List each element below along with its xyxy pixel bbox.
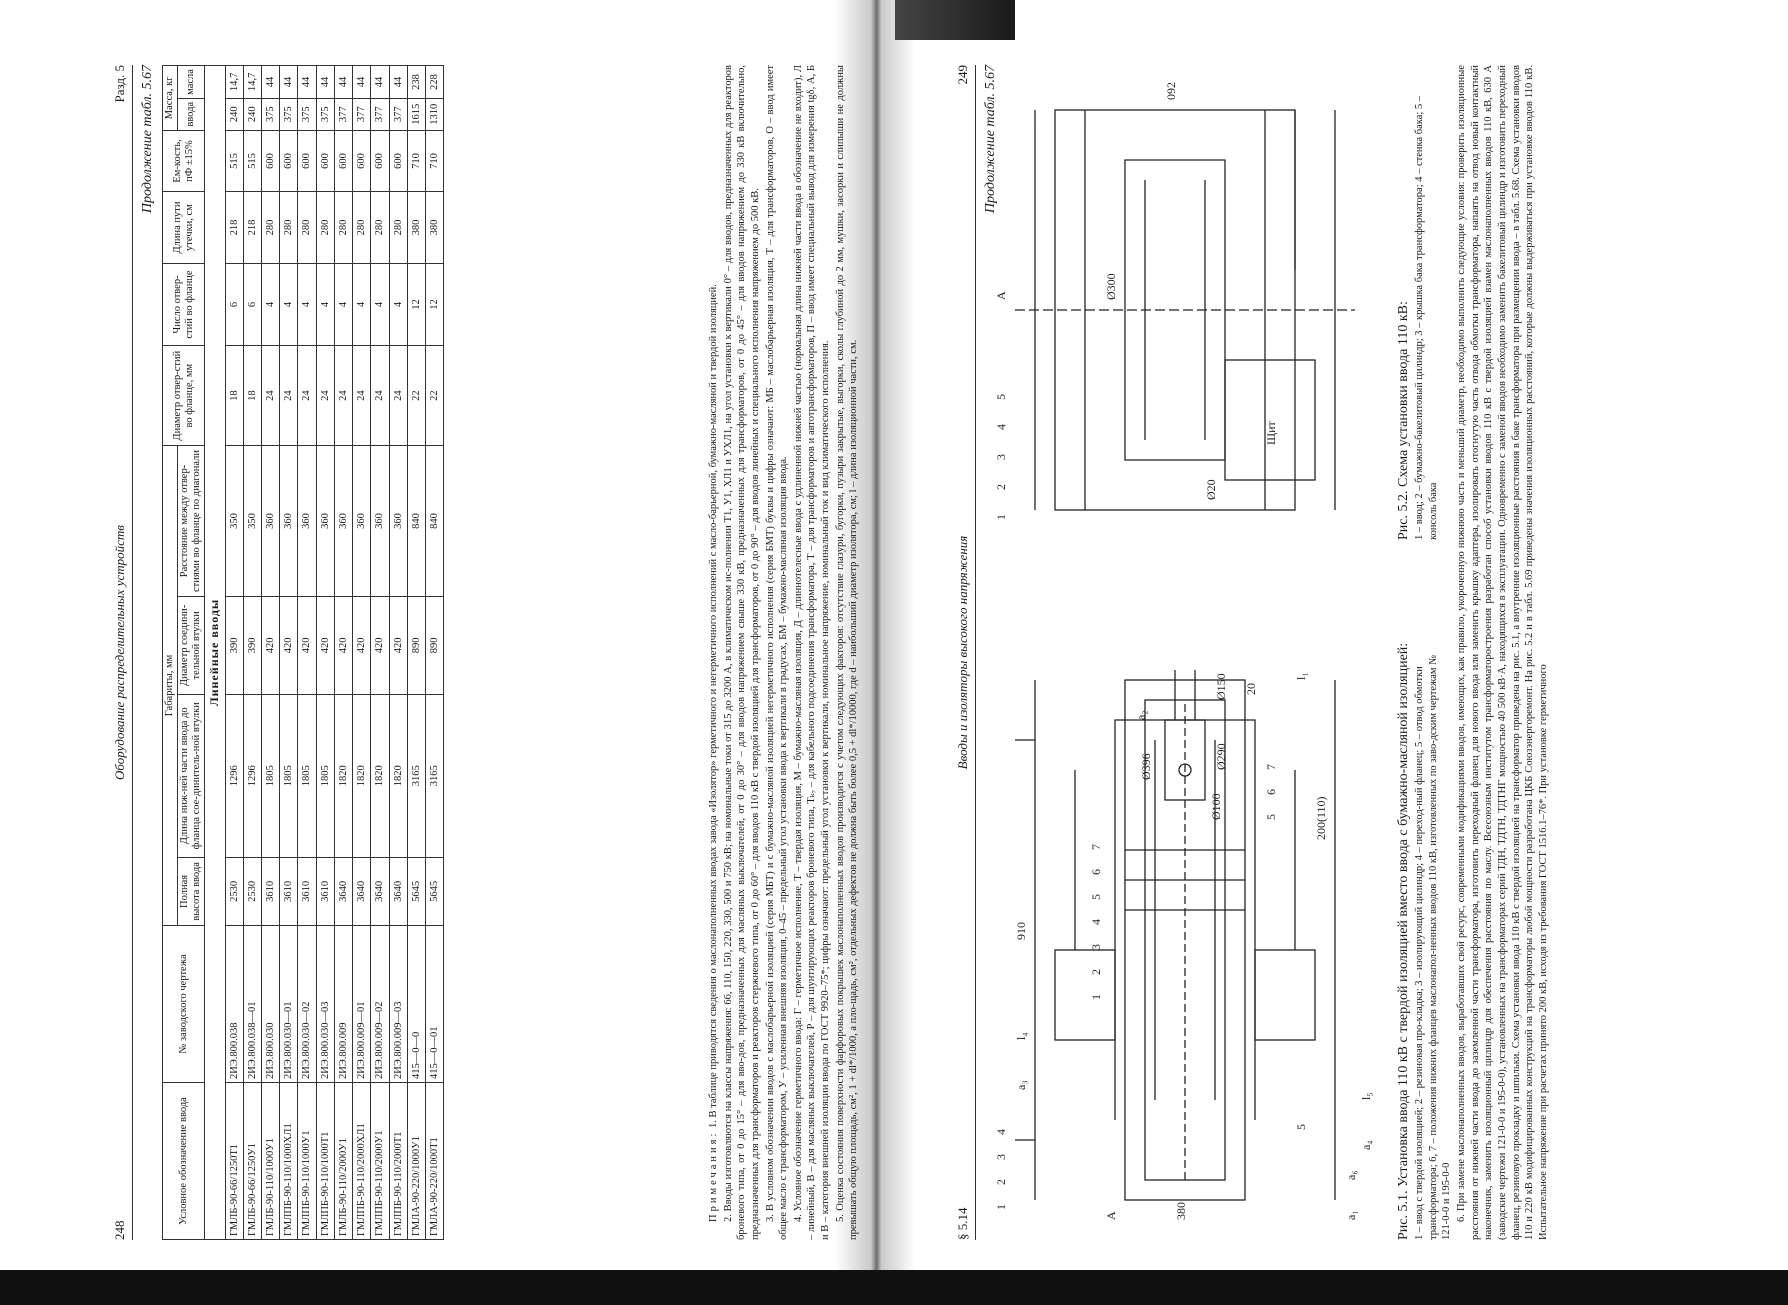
figure-label: 1	[994, 1204, 1008, 1210]
table-cell: 3640	[353, 857, 371, 925]
table-cell: 6	[225, 263, 243, 346]
table-cell: 44	[334, 66, 352, 99]
figure-label: Ø20	[1204, 479, 1218, 500]
table-cell: 24	[371, 346, 389, 446]
table-cell: 375	[280, 98, 298, 130]
figure-label: 910	[1014, 922, 1028, 940]
table-cell: 4	[353, 263, 371, 346]
table-row	[389, 66, 407, 1240]
table-cell: 3165	[425, 694, 443, 857]
table-row	[243, 66, 261, 1240]
table-cell: 3640	[371, 857, 389, 925]
figure-5-2-drawing	[975, 65, 1395, 540]
table-cell: 600	[371, 130, 389, 192]
col-hole-distance: Расстояние между отвер-стиями во фланце по диагонали	[178, 446, 205, 597]
figure-label: 3	[994, 1154, 1008, 1160]
table-cell: 44	[389, 66, 407, 99]
col-mass-oil: масла	[178, 66, 205, 99]
table-cell: 1820	[389, 694, 407, 857]
col-designation: Условное обозначение ввода	[163, 1083, 205, 1240]
table-cell: 840	[407, 446, 425, 597]
figure-label: 092	[1164, 82, 1178, 100]
table-cell: 4	[262, 263, 280, 346]
table-cell: 360	[334, 446, 352, 597]
table-cell: 350	[243, 446, 261, 597]
table-cell: 280	[262, 192, 280, 263]
table-cell: 12	[407, 263, 425, 346]
note-text: 1. В таблице приводятся сведения о маслонаполненных вводах завода «Изолятор» герметичного и негерметичного исполнений с масло-барьерной, бумажно-масляной и твердой изоляцией.	[708, 284, 719, 1131]
figure-label: 7	[1264, 764, 1278, 770]
figure-5-2-caption	[1395, 65, 1440, 540]
figure-label: a₂	[1134, 710, 1148, 720]
figure-label: 5	[1089, 894, 1103, 900]
col-hole-diameter: Диаметр отвер-стий во фланце, мм	[163, 346, 205, 446]
table-cell: 280	[298, 192, 316, 263]
table-cell: 1310	[425, 98, 443, 130]
table-row	[316, 66, 334, 1240]
table-cell: 4	[389, 263, 407, 346]
table-cell: 3610	[280, 857, 298, 925]
table-cell: 14,7	[243, 66, 261, 99]
table-continuation: Продолжение табл. 5.67	[983, 65, 998, 214]
table-cell: 1820	[371, 694, 389, 857]
figure-label: Ø290	[1214, 743, 1228, 770]
table-cell: 24	[298, 346, 316, 446]
table-cell: 6	[243, 263, 261, 346]
note-text: 2. Вводы изготовляются на классы напряжения: 66, 110, 150, 220, 330, 500 и 750 кВ; на номинальные токи от 315 до 3200 А, в климатическом ис-полнении Т1, У1, ХЛ1 и УХЛ1, на угол установки к вертикали 0° – для вводов, предназначенных для реакторов броневого типа, от 0 до 15° – для вво-дов, предназначенных для масляных выключателей, от 0 до 30° – для вводов напряжением свыше 330 кВ, предназначенных для трансформаторов, от 0 до 45° – для вводов напряжением до 330 кВ включительно, предназначенных для трансформаторов и реакторов стержневого типа, от 0 до 60° – для вводов 110 кВ с твердой изоляцией для трансформаторов, от 0 до 90° – для вводов линейных и специального исполнения напряжением до 500 кВ.	[722, 65, 761, 1240]
table-cell: 420	[334, 597, 352, 695]
note-lead: Примечания:	[708, 1130, 719, 1222]
table-cell: 24	[262, 346, 280, 446]
body-text	[1455, 65, 1550, 1240]
table-cell: 710	[425, 130, 443, 192]
table-cell: 415—0—01	[425, 926, 443, 1083]
figure-5-2-key: 1 – ввод; 2 – бумажно-бакелитовый цилиндр; 3 – крышка бака трансформатора; 4 – стенка бака; 5 – консоль бака	[1414, 95, 1439, 540]
table-cell: 360	[371, 446, 389, 597]
table-cell: 5645	[407, 857, 425, 925]
table-cell: 3610	[298, 857, 316, 925]
table-cell: 360	[353, 446, 371, 597]
table-cell: 44	[371, 66, 389, 99]
section-label: Разд. 5	[112, 65, 127, 103]
table-cell: 350	[225, 446, 243, 597]
table-cell: 1805	[298, 694, 316, 857]
table-cell: 1805	[280, 694, 298, 857]
table-cell: 360	[280, 446, 298, 597]
table-cell: 2ИЭ.800.030	[262, 926, 280, 1083]
col-mass-bushing: ввода	[178, 98, 205, 130]
note-paragraph	[764, 65, 791, 1240]
table-cell: 2530	[225, 857, 243, 925]
table-cell: ГМЛБ-90-66/1250У1	[243, 1083, 261, 1240]
table-cell: 600	[280, 130, 298, 192]
figure-label: 20	[1244, 683, 1258, 695]
note-paragraph	[707, 65, 721, 1240]
figure-label: a₆	[1344, 1170, 1358, 1180]
note-paragraph	[722, 65, 763, 1240]
note-paragraph	[834, 65, 861, 1240]
figure-label: a₄	[1359, 1140, 1373, 1150]
figure-label: 1	[994, 514, 1008, 520]
table-cell: 240	[243, 98, 261, 130]
figure-label: l₄	[1014, 1032, 1028, 1040]
table-cell: 420	[280, 597, 298, 695]
figure-label: A	[994, 291, 1008, 300]
table-cell: 890	[407, 597, 425, 695]
table-cell: ГМЛБ-90-110/1000У1	[262, 1083, 280, 1240]
col-bushing-diameter: Диаметр соедини-тельной втулки	[178, 597, 205, 695]
table-cell: 218	[225, 192, 243, 263]
table-cell: 24	[389, 346, 407, 446]
table-cell: 22	[407, 346, 425, 446]
table-cell: 840	[425, 446, 443, 597]
table-cell: 24	[353, 346, 371, 446]
col-group-mass: Масса, кг	[163, 66, 178, 131]
table-cell: 2ИЭ.800.038—01	[243, 926, 261, 1083]
table-row	[334, 66, 352, 1240]
figure-label: 3	[994, 454, 1008, 460]
scan-shadow	[895, 0, 1015, 40]
table-cell: 380	[425, 192, 443, 263]
table-cell: ГМЛПБ-90-110/1000Т1	[316, 1083, 334, 1240]
figure-label: 5	[994, 394, 1008, 400]
table-cell: 2ИЭ.800.030—03	[316, 926, 334, 1083]
table-cell: 420	[262, 597, 280, 695]
table-cell: 14,7	[225, 66, 243, 99]
col-group-dimensions: Габариты, мм	[163, 446, 178, 926]
table-row	[353, 66, 371, 1240]
figure-label: l₁	[1294, 672, 1308, 680]
figure-label: 200(110)	[1314, 796, 1328, 840]
table-cell: 1296	[225, 694, 243, 857]
table-row	[225, 66, 243, 1240]
figure-label: 380	[1174, 1202, 1188, 1220]
table-cell: 24	[334, 346, 352, 446]
table-row	[371, 66, 389, 1240]
figure-label: Ø300	[1104, 273, 1118, 300]
table-cell: 280	[353, 192, 371, 263]
table-cell: ГМЛПБ-90-110/1000У1	[298, 1083, 316, 1240]
col-hole-count: Число отвер-стий во фланце	[163, 263, 205, 346]
figure-label: 4	[994, 424, 1008, 430]
left-page	[112, 65, 860, 1240]
table-cell: ГМЛБ-90-110/2000У1	[334, 1083, 352, 1240]
table-cell: 24	[316, 346, 334, 446]
figure-label: 1	[1089, 994, 1103, 1000]
figure-label: 5	[1264, 814, 1278, 820]
scan-edge	[0, 1270, 1788, 1305]
figure-label: 3	[1089, 944, 1103, 950]
table-cell: 420	[371, 597, 389, 695]
right-page-header	[955, 65, 976, 1240]
table-cell: 44	[280, 66, 298, 99]
figure-label: Ø100	[1209, 793, 1223, 820]
figure-5-1-key: 1 – ввод с твердой изоляцией; 2 – резиновая про-кладка; 3 – изолирующий цилиндр; 4 – переход-ный фланец; 5 – отвод обмотки трансформатора; 6, 7 – положения нижних фланцев маслонапол-ненных вводов 110 кВ, изготовленных по заво-дским чертежам № 121-0-0 и 195-0-0	[1414, 654, 1453, 1240]
col-lower-length: Длина ниж-ней части ввода до фланца сое-динитель-ной втулки	[178, 694, 205, 857]
figure-label: 5	[1294, 1124, 1308, 1130]
table-cell: 420	[298, 597, 316, 695]
table-cell: 600	[353, 130, 371, 192]
figure-label: 4	[1089, 919, 1103, 925]
table-cell: 600	[334, 130, 352, 192]
table-cell: 360	[389, 446, 407, 597]
table-cell: 228	[425, 66, 443, 99]
figure-label: 6	[1089, 869, 1103, 875]
table-cell: 420	[353, 597, 371, 695]
figure-label: l₅	[1359, 1092, 1373, 1100]
figure-5-2-title: Рис. 5.2. Схема установки ввода 110 кВ:	[1396, 301, 1411, 540]
table-cell: 4	[334, 263, 352, 346]
table-cell: 390	[243, 597, 261, 695]
table-cell: 24	[280, 346, 298, 446]
table-cell: 4	[316, 263, 334, 346]
table-cell: 600	[389, 130, 407, 192]
table-cell: 377	[371, 98, 389, 130]
figure-label: Ø396	[1139, 753, 1153, 780]
table-cell: 4	[371, 263, 389, 346]
table-row	[298, 66, 316, 1240]
table-cell: ГМЛПБ-90-110/2000У1	[371, 1083, 389, 1240]
col-leakage-path: Длина пути утечки, см	[163, 192, 205, 263]
table-row	[280, 66, 298, 1240]
table-cell: 600	[262, 130, 280, 192]
table-cell: 3610	[262, 857, 280, 925]
figure-label: a₃	[1014, 1080, 1028, 1090]
table-cell: 18	[225, 346, 243, 446]
table-cell: 1296	[243, 694, 261, 857]
figure-label: 2	[994, 484, 1008, 490]
table-cell: 5645	[425, 857, 443, 925]
col-capacitance: Ем-кость, пФ ±15%	[163, 130, 205, 192]
note-paragraph	[792, 65, 833, 1240]
table-cell: ГМЛА-90-220/1000У1	[407, 1083, 425, 1240]
table-cell: 18	[243, 346, 261, 446]
table-cell: 3640	[389, 857, 407, 925]
table-cell: 360	[316, 446, 334, 597]
table-cell: 890	[425, 597, 443, 695]
table-cell: ГМЛПБ-90-110/1000ХЛ1	[280, 1083, 298, 1240]
table-cell: 377	[389, 98, 407, 130]
table-cell: 375	[316, 98, 334, 130]
table-cell: 390	[225, 597, 243, 695]
table-cell: 2ИЭ.800.009—01	[353, 926, 371, 1083]
right-page	[955, 65, 1635, 1240]
table-cell: 44	[353, 66, 371, 99]
figure-label: A	[1104, 1211, 1118, 1220]
table-cell: 1805	[316, 694, 334, 857]
table-cell: 2ИЭ.800.009—02	[371, 926, 389, 1083]
table-cell: 375	[298, 98, 316, 130]
col-drawing: № заводского чертежа	[163, 926, 205, 1083]
page-number: 248	[112, 1220, 127, 1240]
running-title: Вводы и изоляторы высокого напряжения	[955, 535, 970, 770]
table-cell: 3640	[334, 857, 352, 925]
table-cell: 600	[316, 130, 334, 192]
figure-label: a₁	[1344, 1210, 1358, 1220]
table-cell: 415—0—0	[407, 926, 425, 1083]
table-cell: 3165	[407, 694, 425, 857]
table-cell: 4	[280, 263, 298, 346]
bushing-spec-table	[162, 65, 444, 1240]
table-cell: 44	[262, 66, 280, 99]
table-cell: 2ИЭ.800.009—03	[389, 926, 407, 1083]
table-cell: 280	[280, 192, 298, 263]
table-cell: 1820	[334, 694, 352, 857]
table-cell: ГМЛПБ-90-110/2000ХЛ1	[353, 1083, 371, 1240]
section-title: Линейные вводы	[205, 66, 225, 1240]
table-cell: 2ИЭ.800.030—01	[280, 926, 298, 1083]
table-cell: 420	[316, 597, 334, 695]
figure-5-1-drawing	[975, 640, 1395, 1240]
table-cell: 4	[298, 263, 316, 346]
table-cell: 1805	[262, 694, 280, 857]
running-title: Оборудование распределительных устройств	[112, 525, 127, 780]
table-cell: 2ИЭ.800.038	[225, 926, 243, 1083]
page-number: 249	[955, 65, 970, 85]
left-page-header	[112, 65, 133, 1240]
table-cell: 375	[262, 98, 280, 130]
table-cell: 377	[334, 98, 352, 130]
table-cell: ГМЛБ-90-66/1250Т1	[225, 1083, 243, 1240]
table-cell: 218	[243, 192, 261, 263]
figure-5-1-caption	[1395, 640, 1454, 1240]
figure-label: 2	[994, 1179, 1008, 1185]
table-cell: 2ИЭ.800.009	[334, 926, 352, 1083]
table-body	[205, 66, 444, 1240]
table-cell: 240	[225, 98, 243, 130]
table-cell: 238	[407, 66, 425, 99]
figure-label: 6	[1264, 789, 1278, 795]
col-total-height: Полная высота ввода	[178, 857, 205, 925]
note-text: 4. Условное обозначение герметичного ввода: Г – герметичное исполнение, Т – твердая изоляция, М – бумажно-масляная изоляция, Д – длиннотелесные ввода с удлиненной нижней частью (нормальная длина нижней части ввода в обозначение не входит), Л – линейный, В – для масляных выключателей, Р – для шунтирующих реакторов броневого типа, Тₖ₇ – для кабельного подсоединения трансформатора, Т – для трансформаторов и автотрансформаторов, П – ввод имеет специальный вывод для измерения tgδ, А, Б и В – категория внешней изоляции ввода по ГОСТ 9920–75*; цифры означают: предельный угол установки к вертикали, номинальное напряжение, номинальный ток и вид климатического исполнения.	[792, 65, 832, 1240]
table-row	[262, 66, 280, 1240]
section-number: § 5.14	[955, 1207, 970, 1240]
table-cell: 600	[298, 130, 316, 192]
table-cell: 380	[407, 192, 425, 263]
table-cell: ГМЛПБ-90-110/2000Т1	[389, 1083, 407, 1240]
table-cell: 420	[389, 597, 407, 695]
body-paragraph: 6. При замене маслонаполненных вводов, выработавших свой ресурс, современными модификациями вводов, имеющих, как правило, укороченную нижнюю часть и меньший диаметр, необходимо выполнить следующие условия: проверить изоляционные расстояния от нижней части ввода до заземленной части трансформатора, изготовить переходный фланец для нового ввода или заменить крышку адаптера, изолировать отогнутую часть отвода обмотки трансформатора, напаять на отвод новый контактный наконечник, заменить изоляционный цилиндр для обеспечения расстояния по маслу. Всесоюзным институтом трансформаторостроения разработан способ установки вводов 110 кВ с твердой изоляцией взамен маслонаполненных вводов 110 кВ, 630 А (заводские чертежи 121-0-0 и 195-0-0), установленных на трансформаторах серий ТДН, ТДТН, ТДТНГ мощностью 40 500 кВ·А, находящихся в эксплуатации. Одновременно с заменой вводов необходимо заменить бакелитовый цилиндр и изготовить переходный фланец, резиновую прокладку и шпильки. Схема установки ввода 110 кВ с твердой изоляцией на трансформатор приведена на рис. 5.1, а внутренние изоляционные расстояния в баке трансформатора при размещении ввода – в табл. 5.68. Схема установки вводов 110 и 220 кВ модифицированных конструкций на трансформаторы любой мощности разработана ЦКБ Союзэнергоремонт. На рис. 5.2 и в табл. 5.69 приведены значения изоляционных расстояний, которые должны выдерживаться при установке вводов 110 кВ. Испытательное напряжение при расчетах принято 200 кВ, исходя из требования ГОСТ 1516.1–76*. При установке герметичного	[1456, 65, 1549, 1240]
table-cell: ГМЛА-90-220/1000Т1	[425, 1083, 443, 1240]
table-cell: 280	[334, 192, 352, 263]
table-cell: 44	[298, 66, 316, 99]
table-continuation: Продолжение табл. 5.67	[140, 65, 155, 214]
figure-label: Ø150	[1214, 673, 1228, 700]
table-row	[407, 66, 425, 1240]
note-text: 5. Оценка состояния поверхности фарфоровых покрышек маслонаполненных вводов производится с учетом следующих факторов: отсутствие глазури, бугорки, пузыри закрытые, выгорки, сколы глубиной до 2 мм, мушки, засорки и слипыши не должны превышать общую площадь, см², 1 + dl*/1000, а пло-щадь, см², отдельных дефектов не должна быть более 0,5 + dl*/10000, где d – наибольший диаметр изолятора, см; l – длина изоляционной части, см.	[834, 65, 860, 1240]
table-notes	[707, 65, 862, 1240]
table-cell: 377	[353, 98, 371, 130]
figure-label: 7	[1089, 844, 1103, 850]
figure-5-1-title: Рис. 5.1. Установка ввода 110 кВ с твердой изоляцией вместо ввода с бумажно-масляной изоляцией:	[1396, 642, 1411, 1240]
table-cell: 280	[389, 192, 407, 263]
table-cell: 2ИЭ.800.030—02	[298, 926, 316, 1083]
table-cell: 1820	[353, 694, 371, 857]
table-cell: 515	[225, 130, 243, 192]
table-row	[425, 66, 443, 1240]
figure-label: 4	[994, 1129, 1008, 1135]
table-cell: 2530	[243, 857, 261, 925]
table-cell: 1615	[407, 98, 425, 130]
table-cell: 280	[316, 192, 334, 263]
figure-label: Щит	[1264, 421, 1278, 445]
table-cell: 280	[371, 192, 389, 263]
note-text: 3. В условном обозначении вводов с маслобарьерной изоляцией (серия МБТ) и с бумажно-масляной изоляцией негерметичного исполнения (серия БМТ) буквы и цифры означают: МБ – маслобарьерная изоляция, Т – для трансформаторов, О – ввод имеет общее масло с трансформатором, У – усиленная внешняя изоляция, 0–45 – предельный угол установки ввода к вертикали в градусах, БМ – бумажно-масляная изоляция ввода.	[764, 65, 790, 1240]
table-cell: 44	[316, 66, 334, 99]
table-cell: 360	[262, 446, 280, 597]
table-cell: 710	[407, 130, 425, 192]
table-cell: 515	[243, 130, 261, 192]
table-cell: 22	[425, 346, 443, 446]
table-cell: 12	[425, 263, 443, 346]
table-cell: 3610	[316, 857, 334, 925]
figure-label: 2	[1089, 969, 1103, 975]
table-cell: 360	[298, 446, 316, 597]
